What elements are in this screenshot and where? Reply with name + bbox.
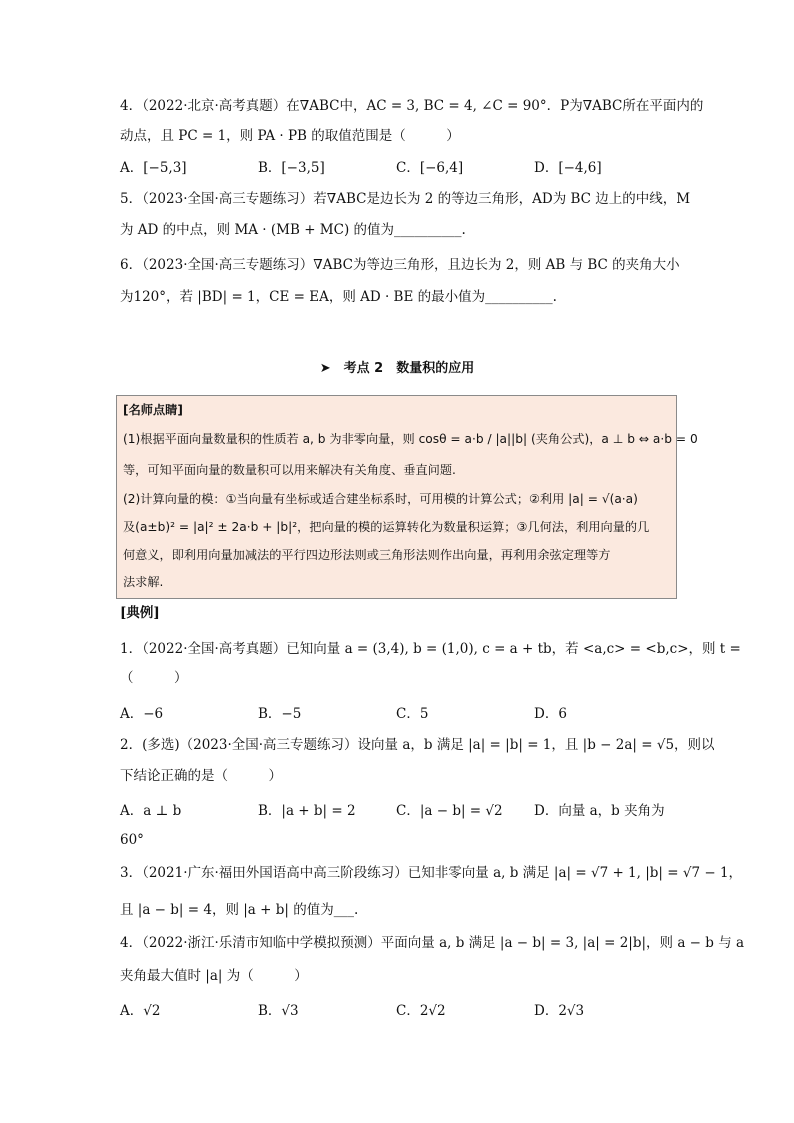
q4-line2: 动点，且 PC = 1，则 PA · PB 的取值范围是（ ） (120, 128, 460, 144)
e4-line2: 夹角最大值时 |a| 为（ ） (120, 968, 308, 984)
e3-line1: 3．（2021·广东·福田外国语高中高三阶段练习）已知非零向量 a, b 满足 |a| = √7 + 1, |b| = √7 − 1， (120, 865, 743, 881)
q5-line1: 5．（2023·全国·高三专题练习）若∇ABC是边长为 2 的等边三角形，AD为 BC 边上的中线，M (120, 191, 691, 207)
e4-option-b: B．√3 (258, 1003, 299, 1019)
callout-line3: (2)计算向量的模：①当向量有坐标或适合建坐标系时，可用模的计算公式；②利用 |a| = √(a·a) (123, 492, 638, 506)
e2-option-d: D．向量 a，b 夹角为 (534, 803, 665, 819)
e1-option-b: B．−5 (258, 706, 302, 722)
e4-option-a: A．√2 (120, 1003, 161, 1019)
e2-line1: 2．(多选)（2023·全国·高三专题练习）设向量 a，b 满足 |a| = |b| = 1，且 |b − 2a| = √5，则以 (120, 737, 715, 753)
e2-option-b: B．|a + b| = 2 (258, 803, 356, 819)
e2-line2: 下结论正确的是（ ） (120, 768, 282, 784)
q6-line1: 6．（2023·全国·高三专题练习）∇ABC为等边三角形，且边长为 2，则 AB 与 BC 的夹角大小 (120, 257, 680, 273)
e1-option-c: C．5 (396, 706, 429, 722)
q4-line1: 4．（2022·北京·高考真题）在∇ABC中，AC = 3, BC = 4, ∠C = 90°．P为∇ABC所在平面内的 (120, 98, 704, 114)
callout-line2: 等，可知平面向量的数量积可以用来解决有关角度、垂直问题. (123, 463, 456, 477)
e4-line1: 4．（2022·浙江·乐清市知临中学模拟预测）平面向量 a, b 满足 |a − b| = 3, |a| = 2|b|，则 a − b 与 a (120, 935, 745, 951)
section-title: ➤ 考点 2 数量积的应用 (319, 361, 475, 376)
q4-option-c: C．[−6,4] (396, 160, 464, 176)
e3-line2: 且 |a − b| = 4，则 |a + b| 的值为___. (120, 902, 359, 918)
q4-option-b: B．[−3,5] (258, 160, 325, 176)
q4-option-d: D．[−4,6] (534, 160, 602, 176)
e2-line3: 60° (120, 832, 144, 848)
callout-line5: 何意义，即利用向量加减法的平行四边形法则或三角形法则作出向量，再利用余弦定理等方 (123, 548, 611, 562)
callout-line4: 及(a±b)² = |a|² ± 2a·b + |b|²，把向量的模的运算转化为数量积运算；③几何法，利用向量的几 (123, 520, 650, 534)
e4-option-d: D．2√3 (534, 1003, 585, 1019)
callout-title: [名师点睛] (123, 403, 183, 417)
e1-option-a: A．−6 (120, 706, 164, 722)
e2-option-a: A．a ⊥ b (120, 803, 182, 819)
e1-line2: （ ） (120, 670, 188, 686)
e1-line1: 1．（2022·全国·高考真题）已知向量 a = (3,4), b = (1,0), c = a + tb，若 <a,c> = <b,c>，则 t = (120, 641, 741, 657)
e4-option-c: C．2√2 (396, 1003, 446, 1019)
examples-label: [典例] (120, 605, 160, 621)
q6-line2: 为120°，若 |BD| = 1，CE = EA，则 AD · BE 的最小值为__________. (120, 289, 557, 305)
tip-callout (116, 395, 698, 599)
callout-line1: (1)根据平面向量数量积的性质若 a, b 为非零向量，则 cosθ = a·b / |a||b| (夹角公式)，a ⊥ b ⇔ a·b = 0 (123, 432, 698, 446)
q4-option-a: A．[−5,3] (120, 160, 187, 176)
e2-option-c: C．|a − b| = √2 (396, 803, 503, 819)
q5-line2: 为 AD 的中点，则 MA · (MB + MC) 的值为__________. (120, 222, 466, 238)
e1-option-d: D．6 (534, 706, 567, 722)
callout-line6: 法求解. (123, 575, 164, 589)
